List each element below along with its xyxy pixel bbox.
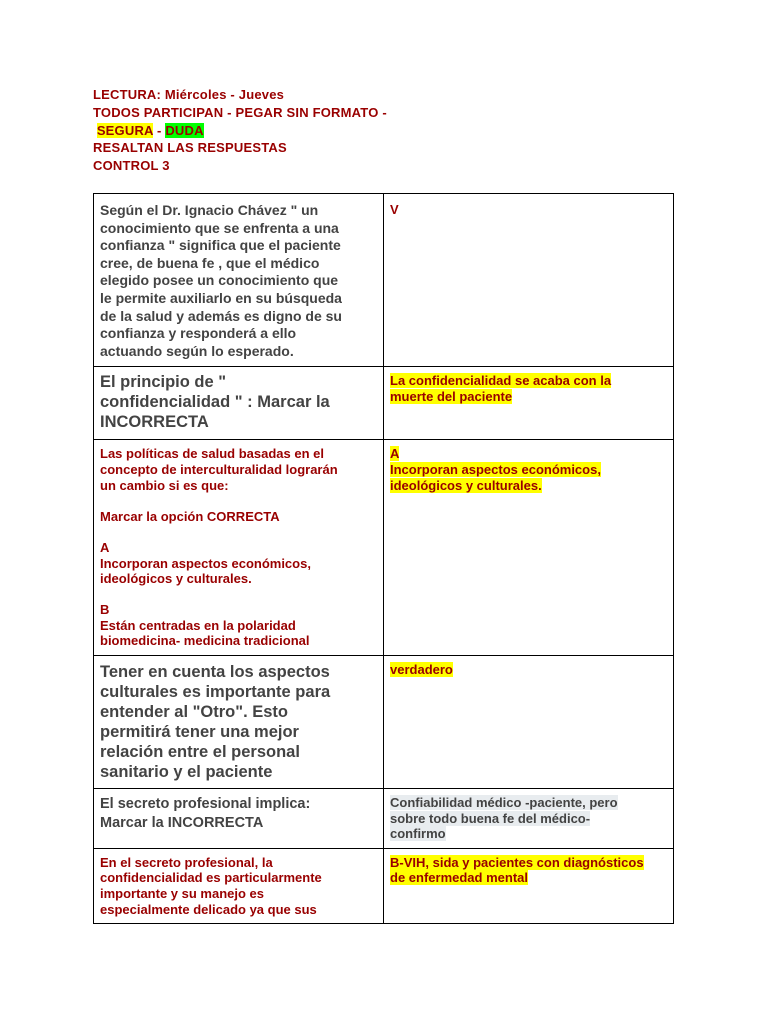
question-cell <box>94 789 384 849</box>
question-line: especialmente delicado ya que sus <box>100 901 317 917</box>
header-line-lectura: LECTURA: Miércoles - Jueves <box>93 87 285 102</box>
question-line: Marcar la INCORRECTA <box>100 815 264 832</box>
answer-line: Incorporan aspectos económicos, <box>390 461 601 477</box>
answer-line: muerte del paciente <box>390 388 513 404</box>
answer-text: V <box>390 202 399 217</box>
question-line: sanitario y el paciente <box>100 763 273 782</box>
question-cell <box>94 848 384 923</box>
table-row <box>94 656 674 789</box>
answer-text: verdadero <box>390 662 453 678</box>
answer-line: La confidencialidad se acaba con la <box>390 373 612 389</box>
question-line: cree, de buena fe , que el médico <box>100 254 320 271</box>
question-cell <box>94 194 384 367</box>
header-legend <box>93 122 387 140</box>
option-text: Están centradas en la polaridad <box>100 617 296 633</box>
question-line: El principio de " <box>100 373 227 392</box>
table-row <box>94 440 674 656</box>
question-cell <box>94 367 384 440</box>
option-text: ideológicos y culturales. <box>100 571 252 587</box>
legend-segura: SEGURA <box>96 122 154 138</box>
question-line: un cambio si es que: <box>100 477 229 493</box>
question-line: culturales es importante para <box>100 683 331 702</box>
answer-line: ideológicos y culturales. <box>390 477 542 493</box>
question-line: elegido posee un conocimiento que <box>100 272 339 289</box>
question-line: conocimiento que se enfrenta a una <box>100 219 339 236</box>
question-line: le permite auxiliarlo en su búsqueda <box>100 289 342 306</box>
option-text: biomedicina- medicina tradicional <box>100 633 310 649</box>
header-line-control: CONTROL 3 <box>93 158 170 174</box>
question-line: confidencialidad " : Marcar la <box>100 393 330 412</box>
answer-line: confirmo <box>390 826 446 842</box>
table-row <box>94 194 674 367</box>
question-line: Tener en cuenta los aspectos <box>100 663 330 682</box>
header-line-resaltan: RESALTAN LAS RESPUESTAS <box>93 140 287 156</box>
answer-line: B-VIH, sida y pacientes con diagnósticos <box>390 854 644 870</box>
answer-line: sobre todo buena fe del médico- <box>390 810 591 826</box>
question-cell <box>94 440 384 656</box>
question-line: relación entre el personal <box>100 743 300 762</box>
question-line: confidencialidad es particularmente <box>100 870 322 886</box>
option-letter: A <box>100 539 110 555</box>
question-line: entender al "Otro". Esto <box>100 703 289 722</box>
answer-cell <box>384 789 674 849</box>
answer-cell <box>384 367 674 440</box>
question-line: INCORRECTA <box>100 413 209 432</box>
answer-cell <box>384 848 674 923</box>
question-cell <box>94 656 384 789</box>
question-line: El secreto profesional implica: <box>100 796 311 813</box>
answer-cell <box>384 656 674 789</box>
answer-line: de enfermedad mental <box>390 870 528 886</box>
table-row <box>94 367 674 440</box>
header-line-participan: TODOS PARTICIPAN - PEGAR SIN FORMATO - <box>93 104 387 120</box>
answer-cell <box>384 194 674 367</box>
table-row <box>94 848 674 923</box>
question-line: actuando según lo esperado. <box>100 342 294 359</box>
answer-line: A <box>390 446 400 462</box>
question-line: En el secreto profesional, la <box>100 854 273 870</box>
option-text: Incorporan aspectos económicos, <box>100 555 311 571</box>
question-line: confianza " significa que el paciente <box>100 237 341 254</box>
question-line: importante y su manejo es <box>100 886 264 902</box>
table-row <box>94 789 674 849</box>
option-letter: B <box>100 602 110 618</box>
question-line: permitirá tener una mejor <box>100 723 299 742</box>
answer-cell <box>384 440 674 656</box>
question-line: de la salud y además es digno de su <box>100 307 342 324</box>
question-line: confianza y responderá a ello <box>100 325 297 342</box>
question-line: Las políticas de salud basadas en el <box>100 446 324 462</box>
question-line: concepto de interculturalidad lograrán <box>100 461 338 477</box>
question-instruction: Marcar la opción CORRECTA <box>100 508 280 524</box>
answer-line: Confiabilidad médico -paciente, pero <box>390 795 618 811</box>
legend-duda: DUDA <box>165 122 204 138</box>
questions-table <box>93 193 674 924</box>
document-header <box>93 86 387 175</box>
question-line: Según el Dr. Ignacio Chávez " un <box>100 202 319 218</box>
legend-separator: - <box>153 122 166 138</box>
